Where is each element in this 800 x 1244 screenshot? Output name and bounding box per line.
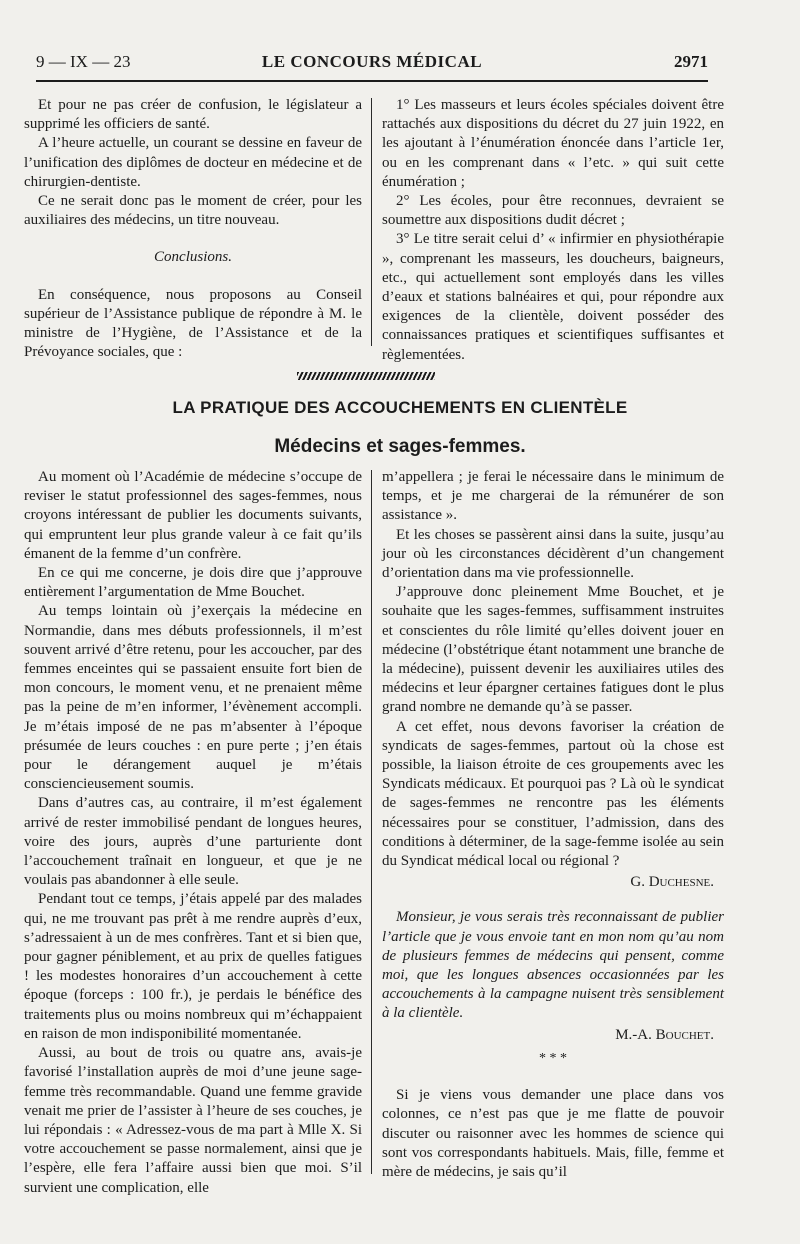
page-number: 2971 bbox=[674, 52, 708, 71]
bottom-right-column bbox=[382, 468, 724, 1182]
article-title: LA PRATIQUE DES ACCOUCHEMENTS EN CLIENTÈLE bbox=[172, 398, 628, 417]
paragraph: J’approuve donc pleinement Mme Bouchet, et je souhaite que les sages-femmes, suffisamment instruites et conscientes du rôle limité qu’elles doivent jouer en médecine (l’obstétrique étant notamment une branche de la médecine), puissent devenir les auxiliaires utiles des médecins et leur épargner certaines fatigues dont le plus grand nombre ne demande qu’à se passer. bbox=[382, 584, 724, 716]
paragraph: 1° Les masseurs et leurs écoles spéciales doivent être rattachés aux dispositions du décret du 27 juin 1922, en les ajoutant à l’énumération énoncée dans l’article 1er, ou en les comprenant dans « l’etc. » qui suit cette énumération ; bbox=[382, 97, 724, 190]
bottom-left-column bbox=[24, 468, 362, 1198]
signature-duchesne: G. Duchesne. bbox=[630, 874, 714, 891]
paragraph: Au temps lointain où j’exerçais la médecine en Normandie, dans mes débuts professionnels, il m’est souvent arrivé d’être retenu, pour les accoucher, par des femmes enceintes qui se passaient ensuite fort bien de mon concours, le moment venu, et ne prenaient même pas la peine de m’en informer, l’évènement accompli. Je m’étais imposé de ne pas m’absenter à l’époque présumée de leurs couches : en pure perte ; j’en étais pour le dérangement auquel je m’étais consciencieusement soumis. bbox=[24, 603, 362, 793]
top-left-column bbox=[24, 96, 362, 362]
top-right-column bbox=[382, 96, 724, 365]
paragraph: m’appellera ; je ferai le nécessaire dans le minimum de temps, et je me chargerai de la rémunérer de son assistance ». bbox=[382, 469, 724, 524]
paragraph: 2° Les écoles, pour être reconnues, devraient se soumettre aux dispositions dudit décret ; bbox=[382, 193, 724, 229]
conclusions-heading: Conclusions. bbox=[154, 249, 232, 266]
paragraph: En conséquence, nous proposons au Conseil supérieur de l’Assistance publique de répondre à M. le ministre de l’Hygiène, de l’Assistance et de la Prévoyance sociales, que : bbox=[24, 286, 362, 361]
journal-title: LE CONCOURS MÉDICAL bbox=[261, 52, 483, 71]
paragraph: En ce qui me concerne, je dois dire que j’approuve entièrement l’argumentation de Mme Bouchet. bbox=[24, 565, 362, 601]
paragraph: A l’heure actuelle, un courant se dessine en faveur de l’unification des diplômes de docteur en médecine et de chirurgien-dentiste. bbox=[24, 135, 362, 190]
paragraph: Au moment où l’Académie de médecine s’occupe de reviser le statut professionnel des sages-femmes, nous croyons intéressant de publier les documents suivants, qui empruntent leur plus grande valeur à ce fait qu’ils émanent de la femme d’un confrère. bbox=[24, 469, 362, 562]
paragraph: Dans d’autres cas, au contraire, il m’est également arrivé de rester immobilisé pendant de longues heures, voire des jours, auprès d’une parturiente dont l’accouchement traînait en longueur, et que je ne voulais pas abandonner à elle seule. bbox=[24, 795, 362, 889]
asterism: * * * bbox=[539, 1050, 567, 1066]
letter-text: Monsieur, je vous serais très reconnaissant de publier l’article que je vous envoie tant en mon nom qu’au nom de plusieurs femmes de médecins qui pensent, comme moi, que les longues absences occasionnées par les accouchements à la campagne nuisent très sensiblement à la clientèle. bbox=[382, 909, 724, 1022]
page-header bbox=[36, 52, 708, 78]
signature-bouchet: M.-A. Bouchet. bbox=[615, 1026, 714, 1043]
article-subtitle: Médecins et sages-femmes. bbox=[274, 436, 526, 457]
column-divider bbox=[371, 98, 372, 346]
paragraph: 3° Le titre serait celui d’ « infirmier en physiothérapie », comprenant les masseurs, les doucheurs, baigneurs, etc., qui actuellement sont employés dans les villes d’eaux et stations balnéaires et qui, pour répondre aux exigences de la clientèle, doivent posséder des connaissances pratiques et scientifiques suffisantes et règlementées. bbox=[382, 231, 724, 363]
paragraph: Aussi, au bout de trois ou quatre ans, avais-je favorisé l’installation auprès de moi d’une jeune sage-femme très recommandable. Quand une femme gravide venait me prier de l’assister à l’heure de ses couches, je lui répondais : « Adressez-vous de ma part à Mlle X. Si votre accouchement se passe normalement, ainsi que je l’espère, elle fera l’affaire aussi bien que moi. S’il survient une complication, elle bbox=[24, 1045, 362, 1196]
paragraph: A cet effet, nous devons favoriser la création de syndicats de sages-femmes, partout où la chose est possible, la liaison étroite de ces groupements avec les Syndicats médicaux. Et pourquoi pas ? Là où le syndicat de sages-femmes ne rencontre pas les éléments nécessaires pour se constituer, l’admission, dans des conditions à déterminer, de la sage-femme isolée au sein du Syndicat médical local ou régional ? bbox=[382, 718, 724, 870]
paragraph: Et pour ne pas créer de confusion, le législateur a supprimé les officiers de santé. bbox=[24, 97, 362, 133]
paragraph: Ce ne serait donc pas le moment de créer, pour les auxiliaires des médecins, un titre nouveau. bbox=[24, 193, 362, 229]
paragraph: Pendant tout ce temps, j’étais appelé par des malades qui, ne me trouvant pas prêt à me rendre auprès d’eux, s’adressaient à un de mes confrères. Tant et si bien que, pour gagner péniblement, et au prix de quelles fatigues ! les modestes honoraires d’un accouchement à cette époque (forceps : 100 fr.), je perdais le bénéfice des traitements plus ou moins nombreux qui m’échappaient en raison de mon indisponibilité momentanée. bbox=[24, 891, 362, 1042]
paragraph: Et les choses se passèrent ainsi dans la suite, jusqu’au jour où les circonstances décidèrent d’un changement d’orientation dans ma vie professionnelle. bbox=[382, 526, 724, 582]
page-issue: 9 — IX — 23 bbox=[36, 52, 131, 71]
header-rule bbox=[36, 80, 708, 82]
paragraph: Si je viens vous demander une place dans vos colonnes, ce n’est pas que je me flatte de pouvoir discuter ou raisonner avec les hommes de science qui sont vos correspondants habituels. Mais, fille, femme et mère de médecins, je sais qu’il bbox=[382, 1087, 724, 1180]
column-divider bbox=[371, 470, 372, 1174]
section-ornament bbox=[297, 372, 435, 380]
